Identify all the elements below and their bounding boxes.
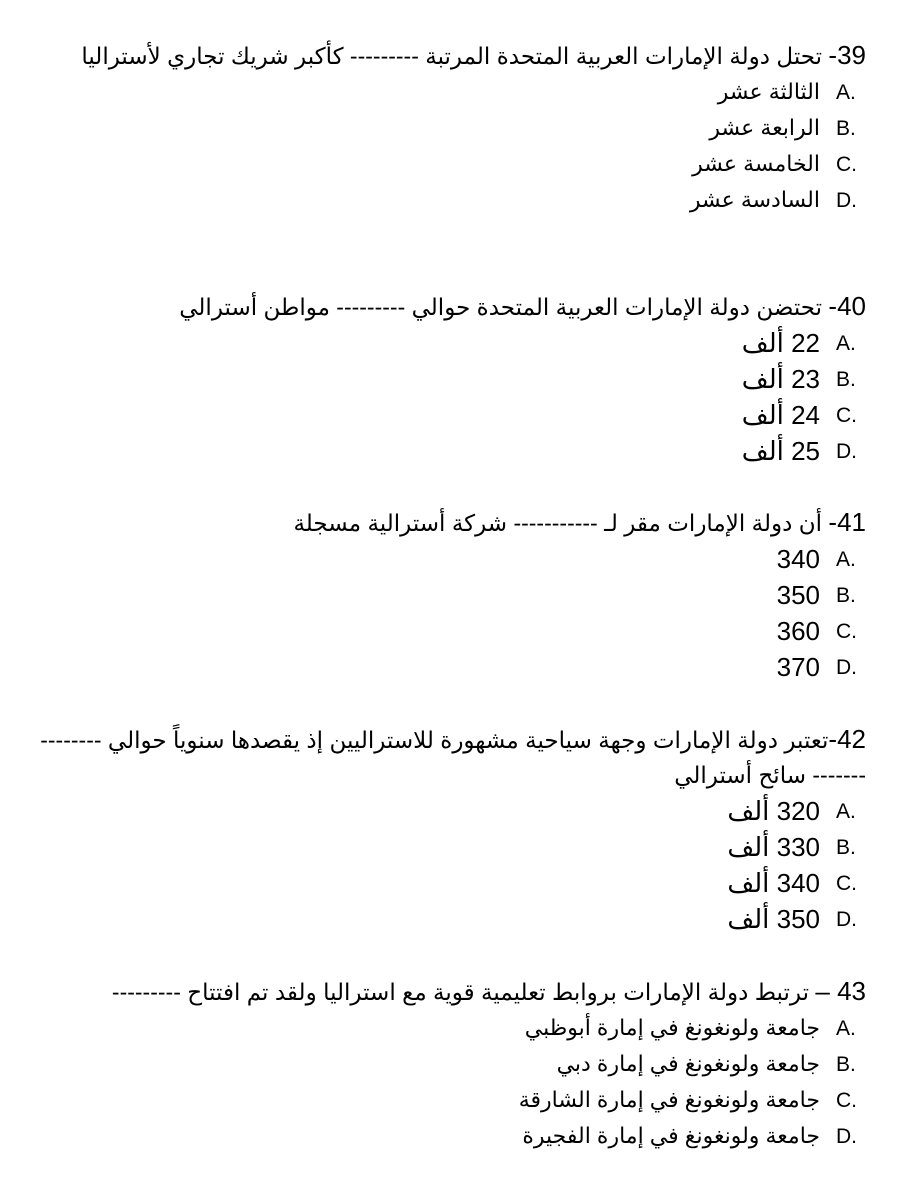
question-42 xyxy=(40,722,866,937)
question-number: 39- xyxy=(828,40,866,70)
option-letter: D. xyxy=(836,656,857,679)
option-text: جامعة ولونغونغ في إمارة الشارقة xyxy=(518,1087,820,1112)
option-b[interactable] xyxy=(40,361,866,397)
option-letter: A. xyxy=(836,332,856,355)
option-b[interactable] xyxy=(40,577,866,613)
option-letter: C. xyxy=(836,404,857,427)
option-text: 350 ألف xyxy=(727,904,820,934)
question-body: ترتبط دولة الإمارات بروابط تعليمية قوية مع استراليا ولقد تم افتتاح --------- xyxy=(111,979,809,1005)
question-text xyxy=(40,38,866,74)
option-text: 320 ألف xyxy=(727,796,820,826)
question-number: 43 – xyxy=(815,976,866,1006)
question-body: تحتضن دولة الإمارات العربية المتحدة حوالي --------- مواطن أسترالي xyxy=(179,294,823,320)
question-number: 42- xyxy=(828,724,866,754)
options-list xyxy=(40,541,866,685)
option-letter: D. xyxy=(836,908,857,931)
option-text: السادسة عشر xyxy=(689,187,820,212)
option-letter: B. xyxy=(836,1053,856,1076)
question-43 xyxy=(40,974,866,1154)
option-a[interactable] xyxy=(40,1010,866,1046)
option-text: الرابعة عشر xyxy=(709,115,820,140)
question-body: أن دولة الإمارات مقر لـ ----------- شركة أسترالية مسجلة xyxy=(293,510,823,536)
options-list xyxy=(40,325,866,469)
option-text: 350 xyxy=(776,580,820,610)
option-letter: A. xyxy=(836,800,856,823)
option-text: جامعة ولونغونغ في إمارة دبي xyxy=(556,1051,820,1076)
option-letter: C. xyxy=(836,153,857,176)
option-a[interactable] xyxy=(40,793,866,829)
option-c[interactable] xyxy=(40,146,866,182)
option-d[interactable] xyxy=(40,1118,866,1154)
option-letter: A. xyxy=(836,81,856,104)
option-letter: D. xyxy=(836,1125,857,1148)
option-d[interactable] xyxy=(40,649,866,685)
option-letter: C. xyxy=(836,620,857,643)
option-d[interactable] xyxy=(40,901,866,937)
option-b[interactable] xyxy=(40,829,866,865)
option-text: 330 ألف xyxy=(727,832,820,862)
option-letter: D. xyxy=(836,440,857,463)
option-text: جامعة ولونغونغ في إمارة أبوظبي xyxy=(524,1015,820,1040)
option-letter: D. xyxy=(836,189,857,212)
question-body: تعتبر دولة الإمارات وجهة سياحية مشهورة للاستراليين إذ يقصدها سنوياً حوالي --------------- سائح أسترالي xyxy=(40,727,866,788)
options-list xyxy=(40,793,866,937)
option-text: 340 ألف xyxy=(727,868,820,898)
option-text: 22 ألف xyxy=(741,328,820,358)
question-text xyxy=(40,974,866,1010)
option-d[interactable] xyxy=(40,433,866,469)
question-40 xyxy=(40,289,866,469)
question-text xyxy=(40,722,866,793)
option-text: 340 xyxy=(776,544,820,574)
question-number: 40- xyxy=(828,291,866,321)
option-letter: B. xyxy=(836,117,856,140)
option-text: 23 ألف xyxy=(741,364,820,394)
question-text xyxy=(40,505,866,541)
option-letter: A. xyxy=(836,1017,856,1040)
option-a[interactable] xyxy=(40,74,866,110)
option-a[interactable] xyxy=(40,541,866,577)
option-c[interactable] xyxy=(40,613,866,649)
question-39 xyxy=(40,38,866,218)
options-list xyxy=(40,1010,866,1154)
option-letter: A. xyxy=(836,548,856,571)
option-b[interactable] xyxy=(40,110,866,146)
options-list xyxy=(40,74,866,218)
option-c[interactable] xyxy=(40,397,866,433)
option-d[interactable] xyxy=(40,182,866,218)
option-text: الخامسة عشر xyxy=(692,151,820,176)
question-41 xyxy=(40,505,866,685)
option-letter: C. xyxy=(836,1089,857,1112)
option-text: 24 ألف xyxy=(741,400,820,430)
option-letter: B. xyxy=(836,368,856,391)
option-c[interactable] xyxy=(40,1082,866,1118)
question-text xyxy=(40,289,866,325)
option-letter: B. xyxy=(836,836,856,859)
option-a[interactable] xyxy=(40,325,866,361)
option-text: جامعة ولونغونغ في إمارة الفجيرة xyxy=(522,1123,820,1148)
option-text: 360 xyxy=(776,616,820,646)
option-letter: C. xyxy=(836,872,857,895)
question-body: تحتل دولة الإمارات العربية المتحدة المرتبة --------- كأكبر شريك تجاري لأستراليا xyxy=(81,43,823,69)
option-text: 370 xyxy=(776,652,820,682)
option-text: الثالثة عشر xyxy=(717,79,820,104)
option-letter: B. xyxy=(836,584,856,607)
option-c[interactable] xyxy=(40,865,866,901)
option-b[interactable] xyxy=(40,1046,866,1082)
option-text: 25 ألف xyxy=(741,436,820,466)
question-number: 41- xyxy=(828,507,866,537)
